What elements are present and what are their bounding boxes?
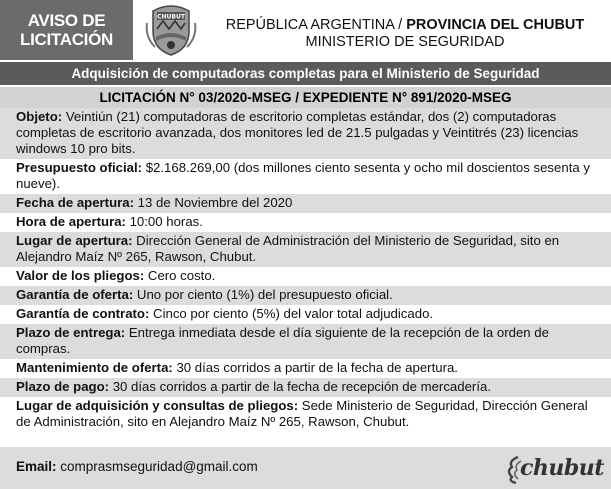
government-heading [210, 17, 600, 51]
seal-text: CHUBUT [157, 13, 185, 21]
item-text: $2.168.269,00 (dos millones ciento sesenta y ocho mil doscientos sesenta y nueve). [16, 160, 590, 191]
item-text: Cinco por ciento (5%) del valor total adjudicado. [149, 306, 434, 321]
item-plazo-entrega [0, 324, 611, 359]
item-presupuesto [0, 159, 611, 194]
item-label: Garantía de contrato: [16, 306, 150, 321]
header [0, 0, 611, 60]
aviso-line2: LICITACIÓN [19, 30, 113, 49]
item-fecha-apertura [0, 194, 611, 213]
gov-province: PROVINCIA DEL CHUBUT [406, 17, 585, 33]
item-mantenimiento-oferta [0, 359, 611, 378]
item-text: Entrega inmediata desde el día siguiente de la recepción de la orden de compras. [16, 325, 549, 356]
chubut-logo-text: chubut [520, 455, 604, 481]
notice-items [0, 108, 611, 432]
item-label: Plazo de pago: [16, 379, 110, 394]
item-label: Plazo de entrega: [16, 325, 126, 340]
item-hora-apertura [0, 213, 611, 232]
email-value[interactable]: comprasmseguridad@gmail.com [56, 459, 258, 474]
aviso-badge [0, 0, 133, 60]
item-lugar-apertura [0, 232, 611, 267]
item-text: Uno por ciento (1%) del presupuesto oficial. [133, 287, 393, 302]
item-label: Valor de los pliegos: [16, 268, 145, 283]
item-label: Presupuesto oficial: [16, 160, 143, 175]
item-label: Garantía de oferta: [16, 287, 134, 302]
item-label: Hora de apertura: [16, 214, 126, 229]
footer [0, 447, 611, 489]
gov-country: REPÚBLICA ARGENTINA / [225, 17, 407, 33]
item-garantia-oferta [0, 286, 611, 305]
item-text: 13 de Noviembre del 2020 [134, 195, 293, 210]
item-text: 30 días corridos a partir de la fecha de recepción de mercadería. [109, 379, 491, 394]
gov-ministry: MINISTERIO DE SEGURIDAD [305, 34, 505, 50]
item-label: Fecha de apertura: [16, 195, 134, 210]
item-valor-pliegos [0, 267, 611, 286]
email-label: Email: [16, 459, 57, 474]
item-objeto [0, 108, 611, 159]
item-label: Mantenimiento de oferta: [16, 360, 173, 375]
aviso-line1: AVISO DE [27, 11, 106, 30]
contact-email [16, 459, 258, 474]
item-lugar-adquisicion [0, 397, 611, 432]
item-text: Veintiún (21) computadoras de escritorio completas estándar, dos (2) computadoras completas de escritorio avanzada, dos monitores led de 21.5 pulgadas y Veintitrés (23) licencias windows 10 pro bits. [16, 109, 579, 156]
item-label: Lugar de adquisición y consultas de pliegos: [16, 398, 299, 413]
licitacion-number: LICITACIÓN N° 03/2020-MSEG / EXPEDIENTE N° 891/2020-MSEG [0, 87, 611, 108]
item-text: Sede Ministerio de Seguridad, Dirección General de Administración, sito en Alejandro Maíz Nº 265, Rawson, Chubut. [16, 398, 588, 429]
item-text: Cero costo. [144, 268, 216, 283]
chubut-logo [506, 453, 602, 485]
item-text: Dirección General de Administración del Ministerio de Seguridad, sito en Alejandro Maíz Nº 265, Rawson, Chubut. [16, 233, 560, 264]
item-garantia-contrato [0, 305, 611, 324]
item-text: 30 días corridos a partir de la fecha de apertura. [172, 360, 458, 375]
notice-title: Adquisición de computadoras completas para el Ministerio de Seguridad [0, 62, 611, 85]
item-label: Objeto: [16, 109, 63, 124]
item-label: Lugar de apertura: [16, 233, 133, 248]
item-plazo-pago [0, 378, 611, 397]
chubut-seal-icon [143, 3, 199, 57]
item-text: 10:00 horas. [125, 214, 203, 229]
